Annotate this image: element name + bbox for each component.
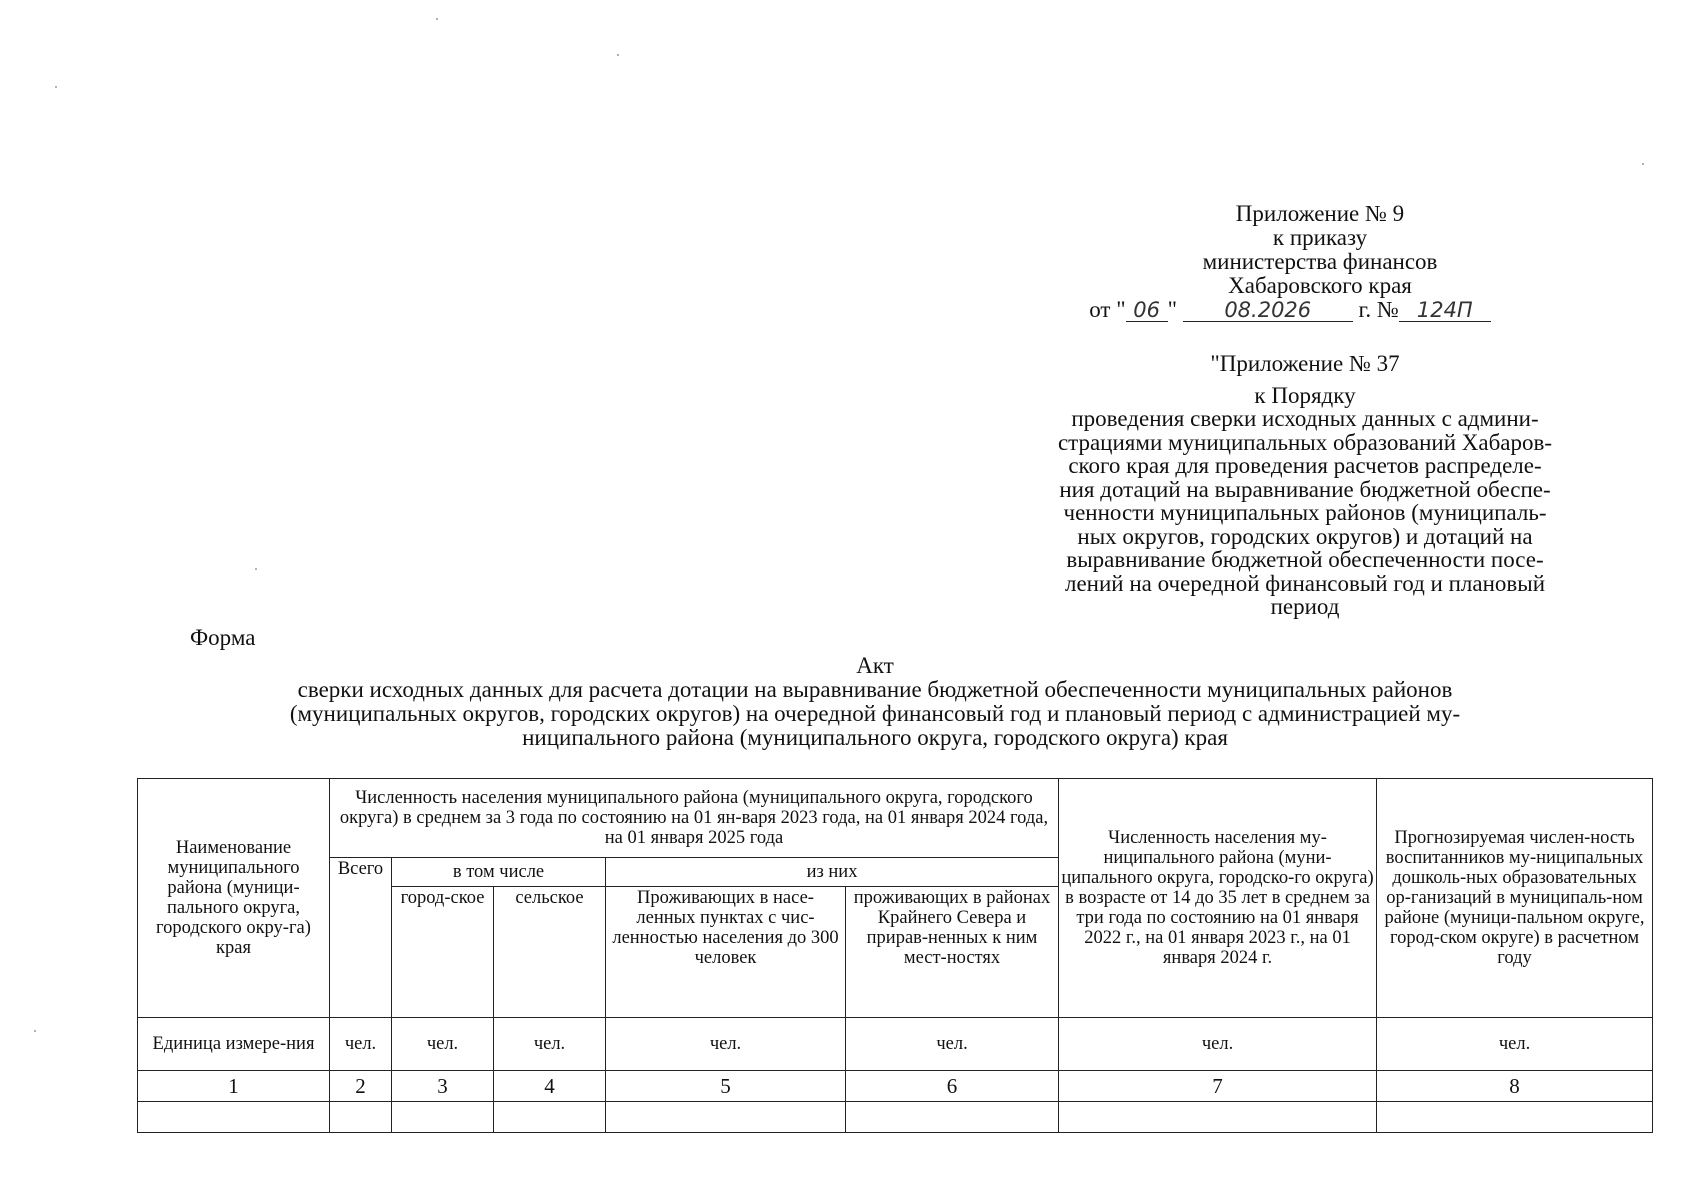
unit-cell: чел. — [1377, 1018, 1653, 1071]
col-total-header: Всего — [330, 858, 392, 1018]
date-day-handwritten: 06 — [1126, 299, 1168, 322]
form-label: Форма — [190, 625, 256, 650]
order-appendix-line: выравнивание бюджетной обеспеченности посе- — [1066, 547, 1544, 572]
column-number: 5 — [606, 1071, 846, 1102]
order-appendix-line: лений на очередной финансовый год и плановый — [1064, 570, 1546, 596]
column-number: 3 — [392, 1071, 494, 1102]
empty-cell — [392, 1102, 494, 1133]
column-number: 7 — [1059, 1071, 1377, 1102]
scan-speck — [617, 54, 619, 56]
act-subtitle-line: (муниципальных округов, городских округов) на очередной финансовый год и плановый период с администрацией му- — [289, 701, 1461, 726]
units-row — [138, 1018, 1653, 1071]
column-numbers-row — [138, 1071, 1653, 1102]
unit-cell: чел. — [330, 1018, 392, 1071]
col-youth-header: Численность населения му-ниципального района (муни-ципального округа, городско-го округа) в возрасте от 14 до 35 лет в среднем за три года по состоянию на 01 января 2022 г., на 01 января 2023 г., на 01 января 2024 г. — [1059, 779, 1377, 1018]
order-appendix-line: ния дотаций на выравнивание бюджетной обеспе- — [1059, 476, 1551, 502]
unit-cell: чел. — [494, 1018, 606, 1071]
order-appendix-line: ных округов, городских округов) и дотаций на — [1077, 523, 1533, 549]
empty-cell — [846, 1102, 1059, 1133]
appendix-to-order: к приказу — [1272, 225, 1368, 250]
act-title-block — [140, 654, 1610, 750]
col-rural-header: сельское — [494, 887, 606, 1018]
act-subtitle-line: сверки исходных данных для расчета дотации на выравнивание бюджетной обеспеченности муниципальных районов — [297, 677, 1453, 702]
order-appendix-number: "Приложение № 37 — [1210, 351, 1400, 376]
reconciliation-table — [137, 778, 1653, 1133]
scan-speck — [34, 1030, 36, 1032]
col-small-settlements-header: Проживающих в насе-ленных пунктах с чис-ленностью населения до 300 человек — [606, 887, 846, 1018]
act-title: Акт — [856, 653, 894, 678]
appendix-date-line — [980, 298, 1600, 322]
appendix-header — [1040, 202, 1600, 322]
col-municipality-header: Наименование муниципального района (муници-пального округа, городского окру-га) края — [138, 779, 330, 1018]
column-number: 2 — [330, 1071, 392, 1102]
scan-speck — [55, 86, 57, 88]
date-quote: " — [1167, 297, 1177, 322]
unit-cell: чел. — [392, 1018, 494, 1071]
col-urban-header: город-ское — [392, 887, 494, 1018]
empty-cell — [1377, 1102, 1653, 1133]
column-number: 1 — [138, 1071, 330, 1102]
scan-speck — [1642, 163, 1644, 165]
order-appendix-line: период — [1270, 594, 1340, 619]
order-appendix-to-procedure: к Порядку — [1254, 382, 1356, 408]
empty-cell — [138, 1102, 330, 1133]
empty-cell — [1059, 1102, 1377, 1133]
column-number: 8 — [1377, 1071, 1653, 1102]
col-including-header: в том числе — [392, 858, 606, 887]
unit-cell: чел. — [606, 1018, 846, 1071]
order-appendix — [990, 352, 1620, 619]
appendix-ministry: министерства финансов — [1202, 249, 1438, 274]
empty-data-row — [138, 1102, 1653, 1133]
appendix-region: Хабаровского края — [1228, 273, 1412, 298]
col-of-them-header: из них — [606, 858, 1059, 887]
column-number: 6 — [846, 1071, 1059, 1102]
col-preschool-header: Прогнозируемая числен-ность воспитанников му-ниципальных дошколь-ных образовательных ор-ганизаций в муниципаль-ном районе (муници-пальном округе, город-ском округе) в расчетном году — [1377, 779, 1653, 1018]
empty-cell — [494, 1102, 606, 1133]
col-far-north-header: проживающих в районах Крайнего Севера и прирав-ненных к ним мест-ностях — [846, 887, 1059, 1018]
column-number: 4 — [494, 1071, 606, 1102]
unit-label: Единица измере-ния — [138, 1018, 330, 1071]
order-appendix-line: проведения сверки исходных данных с админи- — [1071, 406, 1539, 431]
unit-cell: чел. — [846, 1018, 1059, 1071]
col-population-header: Численность населения муниципального района (муниципального округа, городского округа) в среднем за 3 года по состоянию на 01 ян-варя 2023 года, на 01 января 2024 года, на 01 января 2025 года — [330, 779, 1059, 858]
scan-speck — [436, 18, 438, 20]
order-appendix-line: ского края для проведения расчетов распределе- — [1068, 453, 1542, 478]
unit-cell: чел. — [1059, 1018, 1377, 1071]
order-number-handwritten: 124П — [1399, 299, 1491, 322]
date-month-year-handwritten: 08.2026 — [1183, 299, 1353, 322]
date-prefix: от " — [1089, 297, 1126, 322]
empty-cell — [330, 1102, 392, 1133]
date-year-suffix: г. № — [1358, 297, 1399, 322]
order-appendix-line: ченности муниципальных районов (муниципаль- — [1063, 500, 1547, 525]
scan-speck — [255, 568, 257, 570]
appendix-number: Приложение № 9 — [1235, 201, 1405, 226]
order-appendix-line: страциями муниципальных образований Хабаров- — [1057, 429, 1553, 455]
empty-cell — [606, 1102, 846, 1133]
act-subtitle-line: ниципального района (муниципального округа, городского округа) края — [522, 725, 1228, 750]
